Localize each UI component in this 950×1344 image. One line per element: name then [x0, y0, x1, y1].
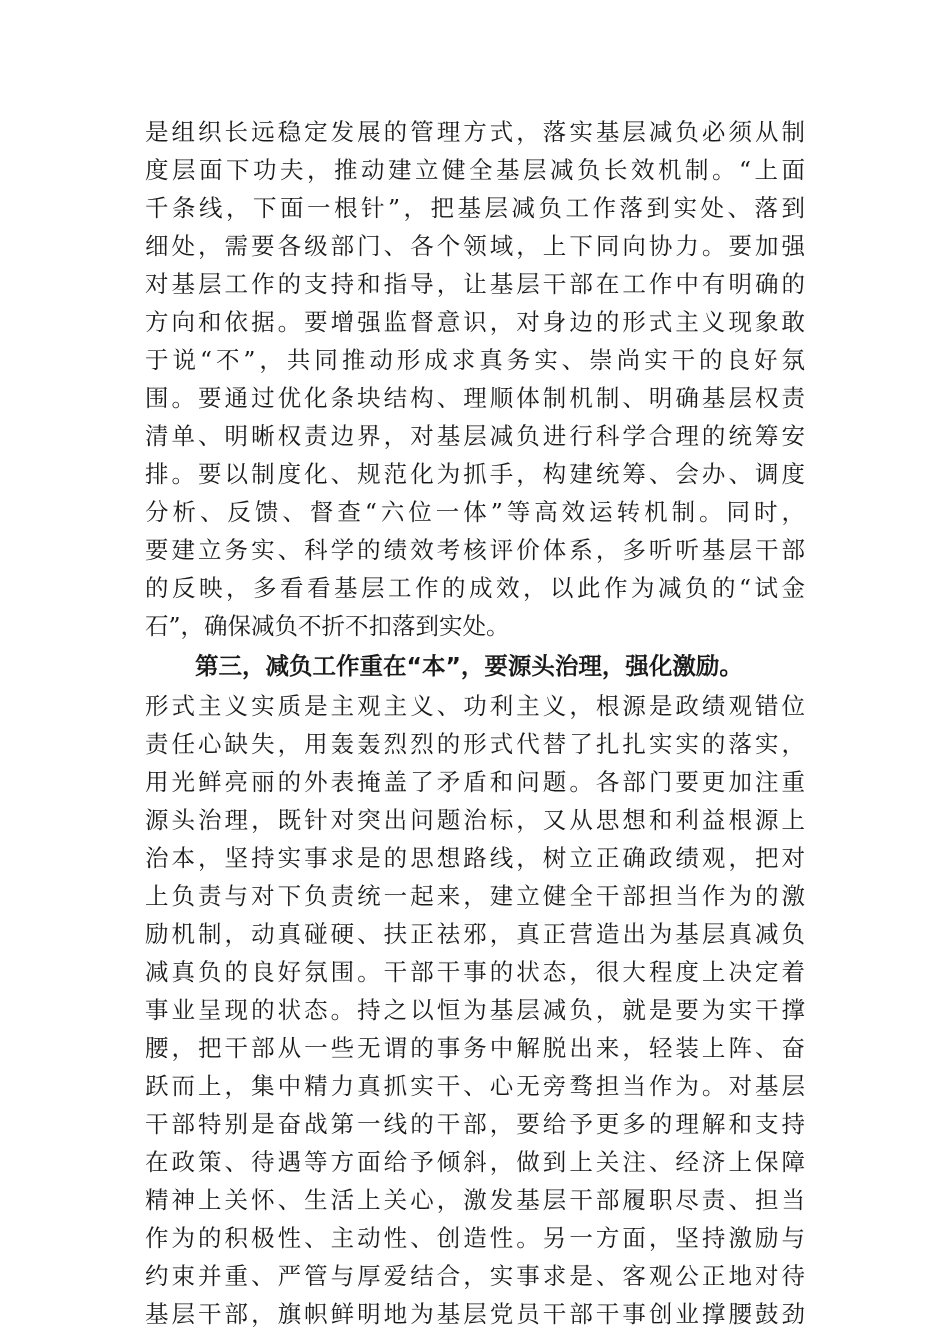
paragraph-line: 是组织长远稳定发展的管理方式，落实基层减负必须从制	[145, 118, 805, 146]
paragraph-line: 用光鲜亮丽的外表掩盖了矛盾和问题。各部门要更加注重	[145, 768, 805, 796]
paragraph-line: 事业呈现的状态。持之以恒为基层减负，就是要为实干撑	[145, 996, 805, 1024]
paragraph-line: 干部特别是奋战第一线的干部，要给予更多的理解和支持	[145, 1110, 805, 1138]
paragraph-line: 石”，确保减负不折不扣落到实处。	[145, 612, 510, 640]
paragraph-line: 减真负的良好氛围。干部干事的状态，很大程度上决定着	[145, 958, 805, 986]
paragraph-line: 度层面下功夫，推动建立健全基层减负长效机制。“上面	[145, 156, 805, 184]
paragraph-line: 治本，坚持实事求是的思想路线，树立正确政绩观，把对	[145, 844, 805, 872]
paragraph-line: 细处，需要各级部门、各个领域，上下同向协力。要加强	[145, 232, 805, 260]
paragraph-line: 腰，把干部从一些无谓的事务中解脱出来，轻装上阵、奋	[145, 1034, 805, 1062]
paragraph-line: 在政策、待遇等方面给予倾斜，做到上关注、经济上保障	[145, 1148, 805, 1176]
paragraph-line: 围。要通过优化条块结构、理顺体制机制、明确基层权责	[145, 384, 805, 412]
paragraph-line: 对基层工作的支持和指导，让基层干部在工作中有明确的	[145, 270, 805, 298]
paragraph-line: 要建立务实、科学的绩效考核评价体系，多听听基层干部	[145, 536, 805, 564]
paragraph-line: 约束并重、严管与厚爱结合，实事求是、客观公正地对待	[145, 1262, 805, 1290]
paragraph-line: 跃而上，集中精力真抓实干、心无旁骛担当作为。对基层	[145, 1072, 805, 1100]
paragraph-line: 源头治理，既针对突出问题治标，又从思想和利益根源上	[145, 806, 805, 834]
paragraph-line: 形式主义实质是主观主义、功利主义，根源是政绩观错位	[145, 692, 805, 720]
paragraph-line: 责任心缺失，用轰轰烈烈的形式代替了扎扎实实的落实，	[145, 730, 805, 758]
paragraph-line: 上负责与对下负责统一起来，建立健全干部担当作为的激	[145, 882, 805, 910]
paragraph-line: 基层干部，旗帜鲜明地为基层党员干部干事创业撑腰鼓劲	[145, 1300, 805, 1328]
paragraph-line: 分析、反馈、督查“六位一体”等高效运转机制。同时，	[145, 498, 805, 526]
paragraph-line: 排。要以制度化、规范化为抓手，构建统筹、会办、调度	[145, 460, 805, 488]
paragraph-line: 于说“不”，共同推动形成求真务实、崇尚实干的良好氛	[145, 346, 805, 374]
paragraph-line: 励机制，动真碰硬、扶正祛邪，真正营造出为基层真减负	[145, 920, 805, 948]
paragraph-line: 方向和依据。要增强监督意识，对身边的形式主义现象敢	[145, 308, 805, 336]
paragraph-line: 的反映，多看看基层工作的成效，以此作为减负的“试金	[145, 574, 805, 602]
paragraph-line: 精神上关怀、生活上关心，激发基层干部履职尽责、担当	[145, 1186, 805, 1214]
section-heading: 第三，减负工作重在“本”，要源头治理，强化激励。	[195, 652, 743, 680]
paragraph-line: 千条线，下面一根针”，把基层减负工作落到实处、落到	[145, 194, 805, 222]
paragraph-line: 清单、明晰权责边界，对基层减负进行科学合理的统筹安	[145, 422, 805, 450]
paragraph-line: 作为的积极性、主动性、创造性。另一方面，坚持激励与	[145, 1224, 805, 1252]
